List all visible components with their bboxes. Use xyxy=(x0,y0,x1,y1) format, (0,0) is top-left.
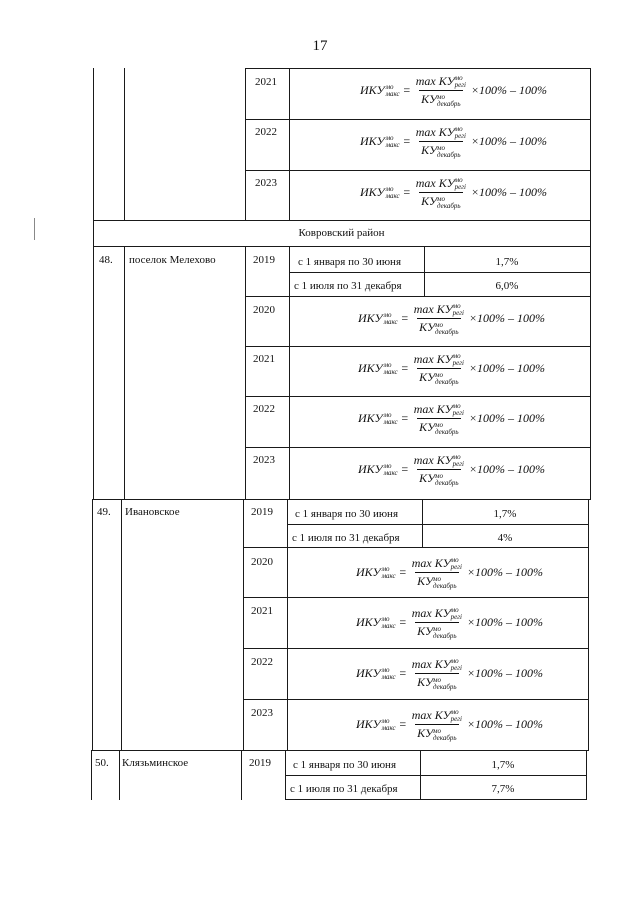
period-label: с 1 января по 30 июня xyxy=(295,508,399,520)
period-label: с 1 июля по 31 декабря xyxy=(290,783,398,795)
settlement-name: Ивановское xyxy=(125,506,180,518)
index-formula: ИКУ мо макс = max КУ мо регi КУ мо декабрь ×100% – 100% xyxy=(356,606,544,640)
year-cell: 2022 xyxy=(255,126,277,138)
value-cell: 1,7% xyxy=(491,759,515,771)
row-number: 50. xyxy=(95,757,109,769)
year-cell: 2023 xyxy=(251,707,273,719)
row-number: 49. xyxy=(97,506,111,518)
value-cell: 7,7% xyxy=(491,783,515,795)
index-formula: ИКУ мо макс = max КУ мо регi КУ мо декабрь ×100% – 100% xyxy=(356,708,544,742)
year-cell: 2019 xyxy=(251,506,273,518)
index-formula: ИКУ мо макс = max КУ мо регi КУ мо декабрь ×100% – 100% xyxy=(358,453,546,487)
period-label: с 1 января по 30 июня xyxy=(293,759,397,771)
year-cell: 2023 xyxy=(253,454,275,466)
period-label: с 1 июля по 31 декабря xyxy=(292,532,400,544)
year-cell: 2021 xyxy=(251,605,273,617)
page-number: 17 xyxy=(312,38,328,54)
year-cell: 2021 xyxy=(253,353,275,365)
scan-margin-mark xyxy=(34,218,35,240)
year-cell: 2021 xyxy=(255,76,277,88)
index-formula: ИКУ мо макс = max КУ мо регi КУ мо декабрь ×100% – 100% xyxy=(360,176,548,210)
index-formula: ИКУ мо макс = max КУ мо регi КУ мо декабрь ×100% – 100% xyxy=(360,125,548,159)
year-cell: 2020 xyxy=(253,304,275,316)
row-number: 48. xyxy=(99,254,113,266)
year-cell: 2022 xyxy=(253,403,275,415)
settlement-name: Клязьминское xyxy=(122,757,189,769)
index-formula: ИКУ мо макс = max КУ мо регi КУ мо декабрь ×100% – 100% xyxy=(358,352,546,386)
period-label: с 1 января по 30 июня xyxy=(298,256,402,268)
year-cell: 2019 xyxy=(249,757,271,769)
period-label: с 1 июля по 31 декабря xyxy=(294,280,402,292)
index-formula: ИКУ мо макс = max КУ мо регi КУ мо декабрь ×100% – 100% xyxy=(360,74,548,108)
value-cell: 1,7% xyxy=(495,256,519,268)
section-header: Ковровский район xyxy=(298,227,385,239)
year-cell: 2022 xyxy=(251,656,273,668)
year-cell: 2020 xyxy=(251,556,273,568)
value-cell: 1,7% xyxy=(493,508,517,520)
index-formula: ИКУ мо макс = max КУ мо регi КУ мо декабрь ×100% – 100% xyxy=(358,302,546,336)
index-formula: ИКУ мо макс = max КУ мо регi КУ мо декабрь ×100% – 100% xyxy=(356,657,544,691)
year-cell: 2019 xyxy=(253,254,275,266)
index-formula: ИКУ мо макс = max КУ мо регi КУ мо декабрь ×100% – 100% xyxy=(358,402,546,436)
value-cell: 4% xyxy=(497,532,513,544)
index-formula: ИКУ мо макс = max КУ мо регi КУ мо декабрь ×100% – 100% xyxy=(356,556,544,590)
year-cell: 2023 xyxy=(255,177,277,189)
value-cell: 6,0% xyxy=(495,280,519,292)
settlement-name: поселок Мелехово xyxy=(129,254,216,266)
